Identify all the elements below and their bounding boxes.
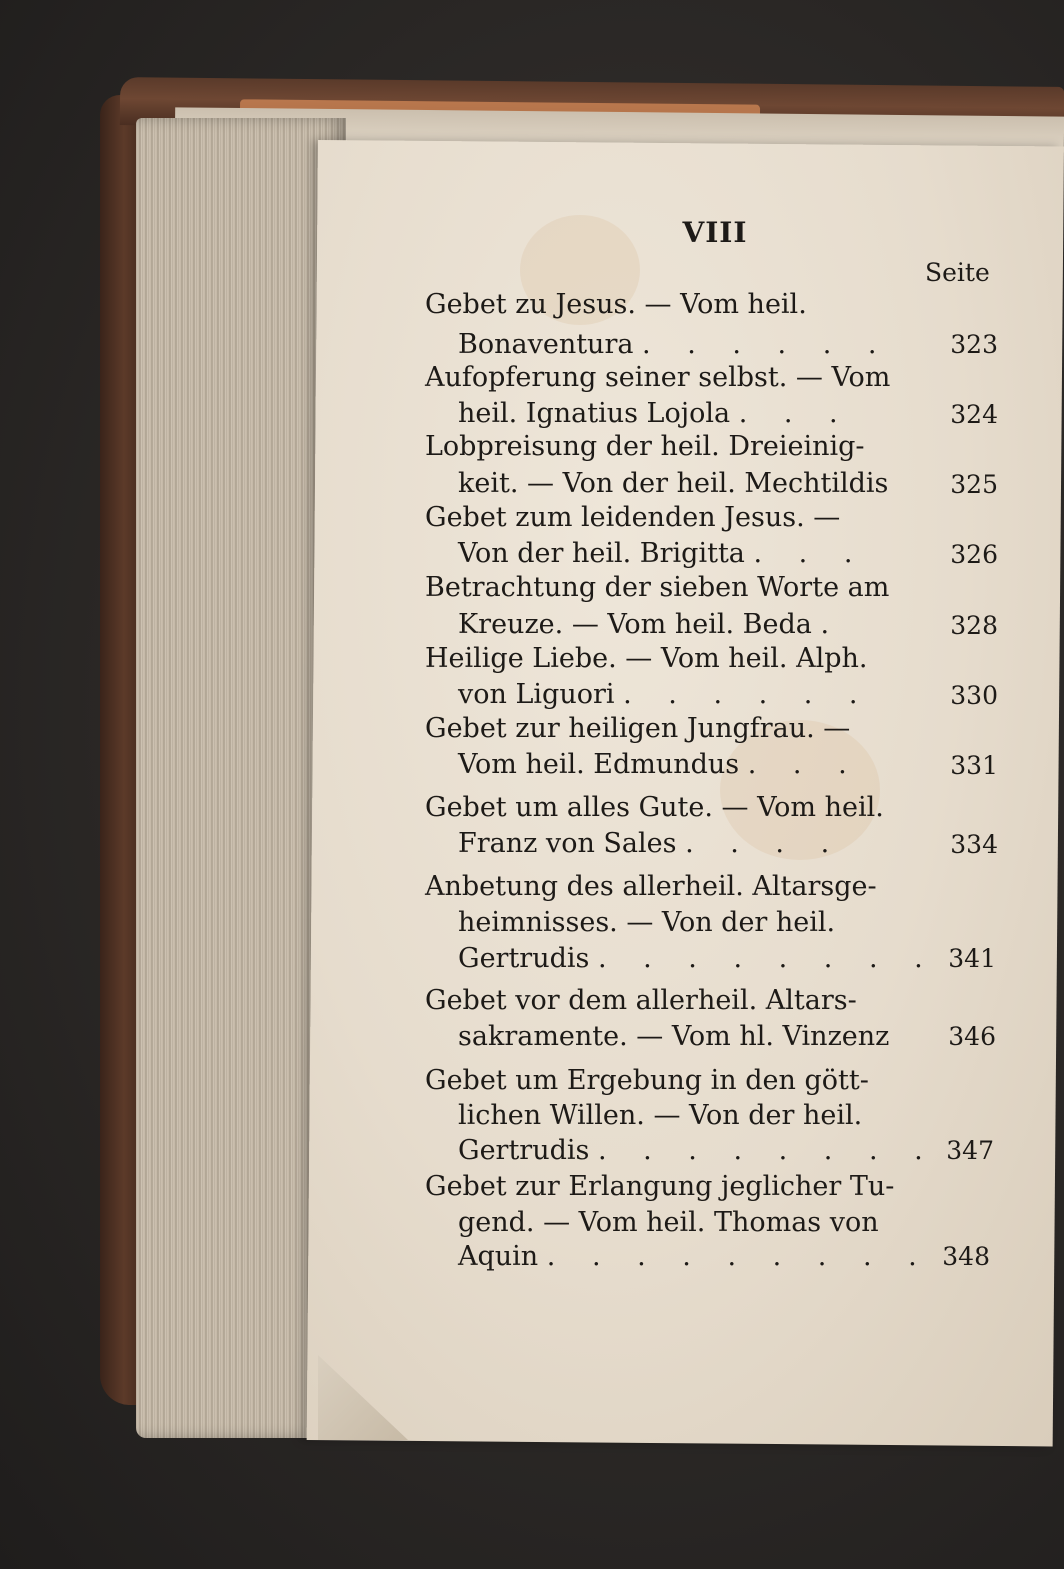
toc-page-number: 348 [942,1242,990,1271]
toc-entry-line: Aquin . . . . . . . . . [458,1241,931,1272]
toc-entry-line: Gertrudis . . . . . . . . [458,943,937,974]
toc-entry-line: Gebet um alles Gute. — Vom heil. [425,792,884,823]
toc-entry-line: Gebet vor dem allerheil. Altars- [425,985,857,1016]
toc-entry-line: heil. Ignatius Lojola . . . [458,398,852,429]
toc-page-number: 334 [950,830,998,859]
toc-entry-line: sakramente. — Vom hl. Vinzenz [458,1021,890,1052]
toc-page-number: 326 [950,540,998,569]
toc-page-number: 323 [950,330,998,359]
toc-entry-line: Von der heil. Brigitta . . . [458,538,867,569]
toc-entry-line: Franz von Sales . . . . [458,828,844,859]
toc-entry-line: Gebet um Ergebung in den gött- [425,1065,869,1096]
toc-entry-line: Kreuze. — Vom heil. Beda . [458,609,844,640]
toc-entry-line: Gebet zum leidenden Jesus. — [425,502,841,533]
toc-page-number: 346 [948,1022,996,1051]
toc-page-number: 347 [946,1136,994,1165]
toc-entry-line: Bonaventura . . . . . . [458,329,891,360]
toc-entry-line: Gebet zur heiligen Jungfrau. — [425,713,851,744]
toc-page-number: 325 [950,470,998,499]
toc-page-number: 331 [950,751,998,780]
toc-entry-line: keit. — Von der heil. Mechtildis [458,468,889,499]
toc-entry-line: Betrachtung der sieben Worte am [425,572,890,603]
toc-entry-line: Gebet zu Jesus. — Vom heil. [425,289,807,320]
toc-entry-line: Gebet zur Erlangung jeglicher Tu- [425,1171,895,1202]
toc-entry-line: lichen Willen. — Von der heil. [458,1100,863,1131]
column-label: Seite [925,258,990,287]
toc-entry-line: von Liguori . . . . . . [458,679,872,710]
toc-page-number: 324 [950,400,998,429]
toc-entry-line: Aufopferung seiner selbst. — Vom [425,362,891,393]
toc-entry-line: Lobpreisung der heil. Dreieinig- [425,431,865,462]
toc-entry-line: Gertrudis . . . . . . . . [458,1135,937,1166]
toc-page-number: 341 [948,944,996,973]
toc-entry-line: Anbetung des allerheil. Altarsge- [425,871,877,902]
toc-page-number: 330 [950,681,998,710]
toc-entry-line: Vom heil. Edmundus . . . [458,749,861,780]
toc-page-number: 328 [950,611,998,640]
toc-entry-line: gend. — Vom heil. Thomas von [458,1207,879,1238]
page-number-heading: VIII [682,216,748,249]
toc-entry-line: heimnisses. — Von der heil. [458,907,836,938]
toc-entry-line: Heilige Liebe. — Vom heil. Alph. [425,643,868,674]
